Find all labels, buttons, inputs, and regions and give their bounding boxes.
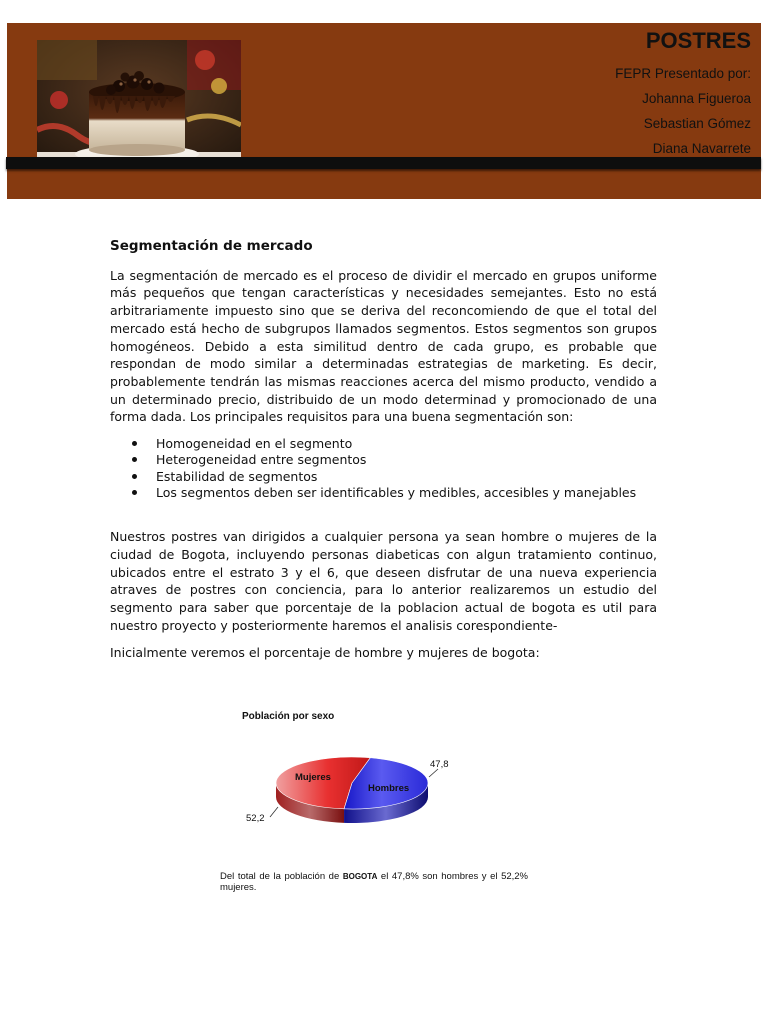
pie-chart-canvas bbox=[216, 695, 536, 865]
spacer bbox=[110, 501, 657, 528]
value-label-mujeres: 52,2 bbox=[246, 813, 265, 824]
header-banner bbox=[7, 23, 761, 199]
author-name: Diana Navarrete bbox=[652, 141, 751, 156]
bullet-icon bbox=[132, 441, 137, 446]
value-label-hombres: 47,8 bbox=[430, 759, 449, 770]
author-name: Sebastian Gómez bbox=[643, 116, 751, 131]
cake-photo bbox=[37, 40, 241, 169]
list-item bbox=[110, 452, 657, 468]
bullet-icon bbox=[132, 490, 137, 495]
leader-line-mujeres bbox=[270, 807, 278, 817]
chart-caption bbox=[220, 871, 528, 893]
document-body bbox=[110, 238, 657, 672]
caption-text: Del total de la población de bbox=[220, 871, 343, 882]
bullet-icon bbox=[132, 474, 137, 479]
paragraph-target-market: Nuestros postres van dirigidos a cualquier persona ya sean hombre o mujeres de la ciudad de Bogota, incluyendo personas diabeticas con algun tratamiento continuo, ubicados entre el estrato 3 y el 6, que deseen disfrutar de una nueva experiencia atraves de postres con conciencia, para lo anterior realizaremos un estudio del segmento para saber que porcentaje de la poblacion actual de bogota es util para nuestro proyecto y posteriormente haremos el analisis corespondiente- bbox=[110, 529, 657, 633]
presented-by-line: FEPR Presentado por: bbox=[615, 66, 751, 81]
list-item-text: Homogeneidad en el segmento bbox=[156, 436, 353, 452]
population-pie-chart bbox=[216, 695, 536, 905]
slice-label-mujeres: Mujeres bbox=[295, 772, 331, 783]
list-item-text: Heterogeneidad entre segmentos bbox=[156, 452, 367, 468]
header-text-block bbox=[615, 27, 751, 161]
caption-highlight: BOGOTA bbox=[342, 872, 378, 881]
list-item bbox=[110, 469, 657, 485]
document-title: POSTRES bbox=[645, 28, 751, 53]
requirements-list bbox=[110, 436, 657, 501]
chart-title: Población por sexo bbox=[242, 711, 335, 722]
list-item-text: Estabilidad de segmentos bbox=[156, 468, 318, 484]
bullet-icon bbox=[132, 457, 137, 462]
list-item bbox=[110, 485, 657, 501]
paragraph-segmentation: La segmentación de mercado es el proceso de dividir el mercado en grupos uniforme más pequeños que tengan características y necesidades semejantes. Esto no está arbitrariamente impuesto sino que se deriva del reconcomiendo de que el total del mercado está hecho de subgrupos llamados segmentos. Estos segmentos son grupos homogéneos. Debido a esta similitud dentro de cada grupo, es probable que respondan de modo similar a determinadas estrategias de marketing. Es decir, probablemente tendrán las mismas reacciones acerca del mismo producto, vendido a un determinado precio, distribuido de un modo determinad y promocionado de una forma dada. Los principales requisitos para una buena segmentación son: bbox=[110, 267, 657, 425]
leader-line-hombres bbox=[429, 769, 438, 777]
caption-text-end: el 47,8% son hombres y el 52,2% mujeres. bbox=[220, 871, 529, 893]
list-item-text: Los segmentos deben ser identificables y medibles, accesibles y manejables bbox=[156, 484, 637, 500]
paragraph-intro-chart: Inicialmente veremos el porcentaje de hombre y mujeres de bogota: bbox=[110, 645, 540, 661]
list-item bbox=[110, 436, 657, 452]
slice-label-hombres: Hombres bbox=[368, 783, 410, 794]
author-name: Johanna Figueroa bbox=[642, 91, 751, 106]
section-heading: Segmentación de mercado bbox=[110, 238, 313, 254]
